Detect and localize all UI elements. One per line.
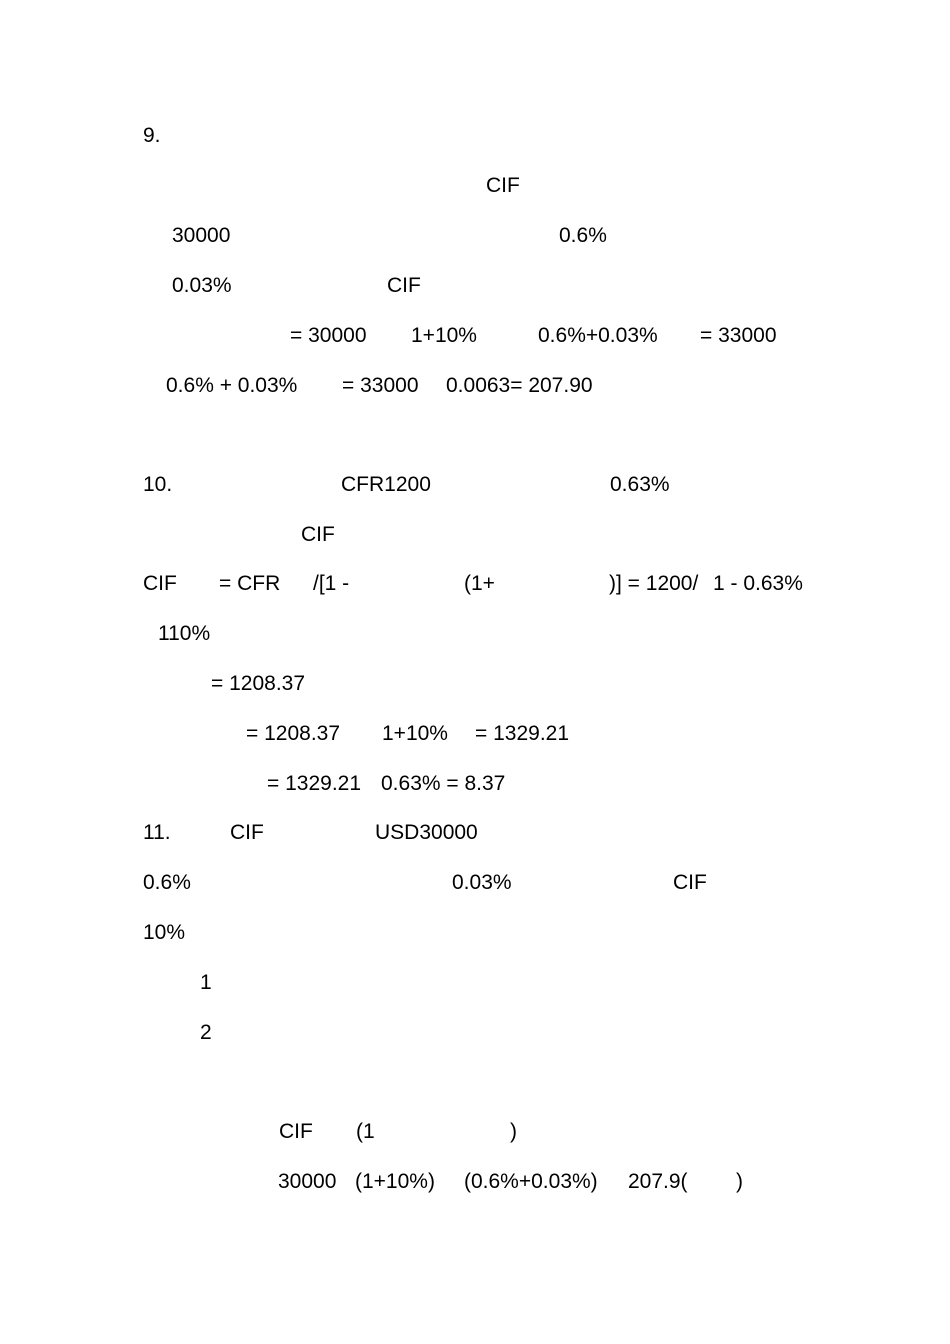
- formula-part: = 30000: [290, 324, 367, 347]
- problem-9-heading-line: [0, 121, 950, 151]
- value-text: 0.6%: [559, 224, 607, 247]
- formula-part: ): [510, 1120, 517, 1143]
- value-text: 0.03%: [172, 274, 232, 297]
- formula-part: (1+10%): [355, 1170, 435, 1193]
- question-item-line: [0, 968, 950, 998]
- question-number: 2: [200, 1021, 212, 1044]
- formula-line: [0, 1167, 950, 1197]
- formula-line: [0, 1117, 950, 1147]
- formula-part: (1: [356, 1120, 375, 1143]
- text-line: [0, 520, 950, 550]
- problem-11-heading-line: [0, 818, 950, 848]
- formula-line: [0, 371, 950, 401]
- text-line: [0, 918, 950, 948]
- formula-part: (0.6%+0.03%): [464, 1170, 598, 1193]
- formula-line: [0, 669, 950, 699]
- formula-part: 1+10%: [382, 722, 448, 745]
- formula-part: CIF: [279, 1120, 313, 1143]
- question-number: 1: [200, 971, 212, 994]
- formula-part: 1+10%: [411, 324, 477, 347]
- formula-line: [0, 769, 950, 799]
- term-text: CIF: [230, 821, 264, 844]
- formula-part: = CFR: [219, 572, 281, 595]
- problem-number: 11.: [143, 821, 171, 844]
- term-text: CFR1200: [341, 473, 431, 496]
- formula-part: 0.6% + 0.03%: [166, 374, 298, 397]
- value-text: 0.6%: [143, 871, 191, 894]
- formula-part: = 33000: [700, 324, 777, 347]
- formula-part: CIF: [143, 572, 177, 595]
- formula-part: 0.0063= 207.90: [446, 374, 593, 397]
- term-text: CIF: [387, 274, 421, 297]
- text-line: [0, 171, 950, 201]
- formula-part: /[1 -: [313, 572, 350, 595]
- text-line: [0, 271, 950, 301]
- formula-part: 0.63% = 8.37: [381, 772, 506, 795]
- problem-number: 10.: [143, 473, 173, 496]
- value-text: 0.03%: [452, 871, 512, 894]
- formula-part: = 33000: [342, 374, 419, 397]
- formula-part: (1+: [464, 572, 495, 595]
- formula-part: 1 - 0.63%: [713, 572, 803, 595]
- formula-part: = 1208.37: [211, 672, 306, 695]
- formula-part: 30000: [278, 1170, 337, 1193]
- problem-10-heading-line: [0, 470, 950, 500]
- formula-line: [0, 569, 950, 599]
- formula-part: ): [736, 1170, 743, 1193]
- formula-part: 110%: [158, 622, 211, 645]
- formula-part: = 1208.37: [246, 722, 341, 745]
- text-line: [0, 868, 950, 898]
- term-text: CIF: [301, 523, 335, 546]
- formula-part: 207.9(: [628, 1170, 688, 1193]
- formula-part: )] = 1200/: [609, 572, 699, 595]
- question-item-line: [0, 1018, 950, 1048]
- value-text: 30000: [172, 224, 231, 247]
- problem-number: 9.: [143, 124, 161, 147]
- text-line: [0, 221, 950, 251]
- value-text: 10%: [143, 921, 186, 944]
- formula-part: 0.6%+0.03%: [538, 324, 658, 347]
- formula-part: = 1329.21: [267, 772, 362, 795]
- formula-part: = 1329.21: [475, 722, 570, 745]
- value-text: 0.63%: [610, 473, 670, 496]
- formula-line: [0, 321, 950, 351]
- term-text: CIF: [673, 871, 707, 894]
- term-text: CIF: [486, 174, 520, 197]
- formula-line: [0, 719, 950, 749]
- value-text: USD30000: [375, 821, 478, 844]
- formula-line: [0, 619, 950, 649]
